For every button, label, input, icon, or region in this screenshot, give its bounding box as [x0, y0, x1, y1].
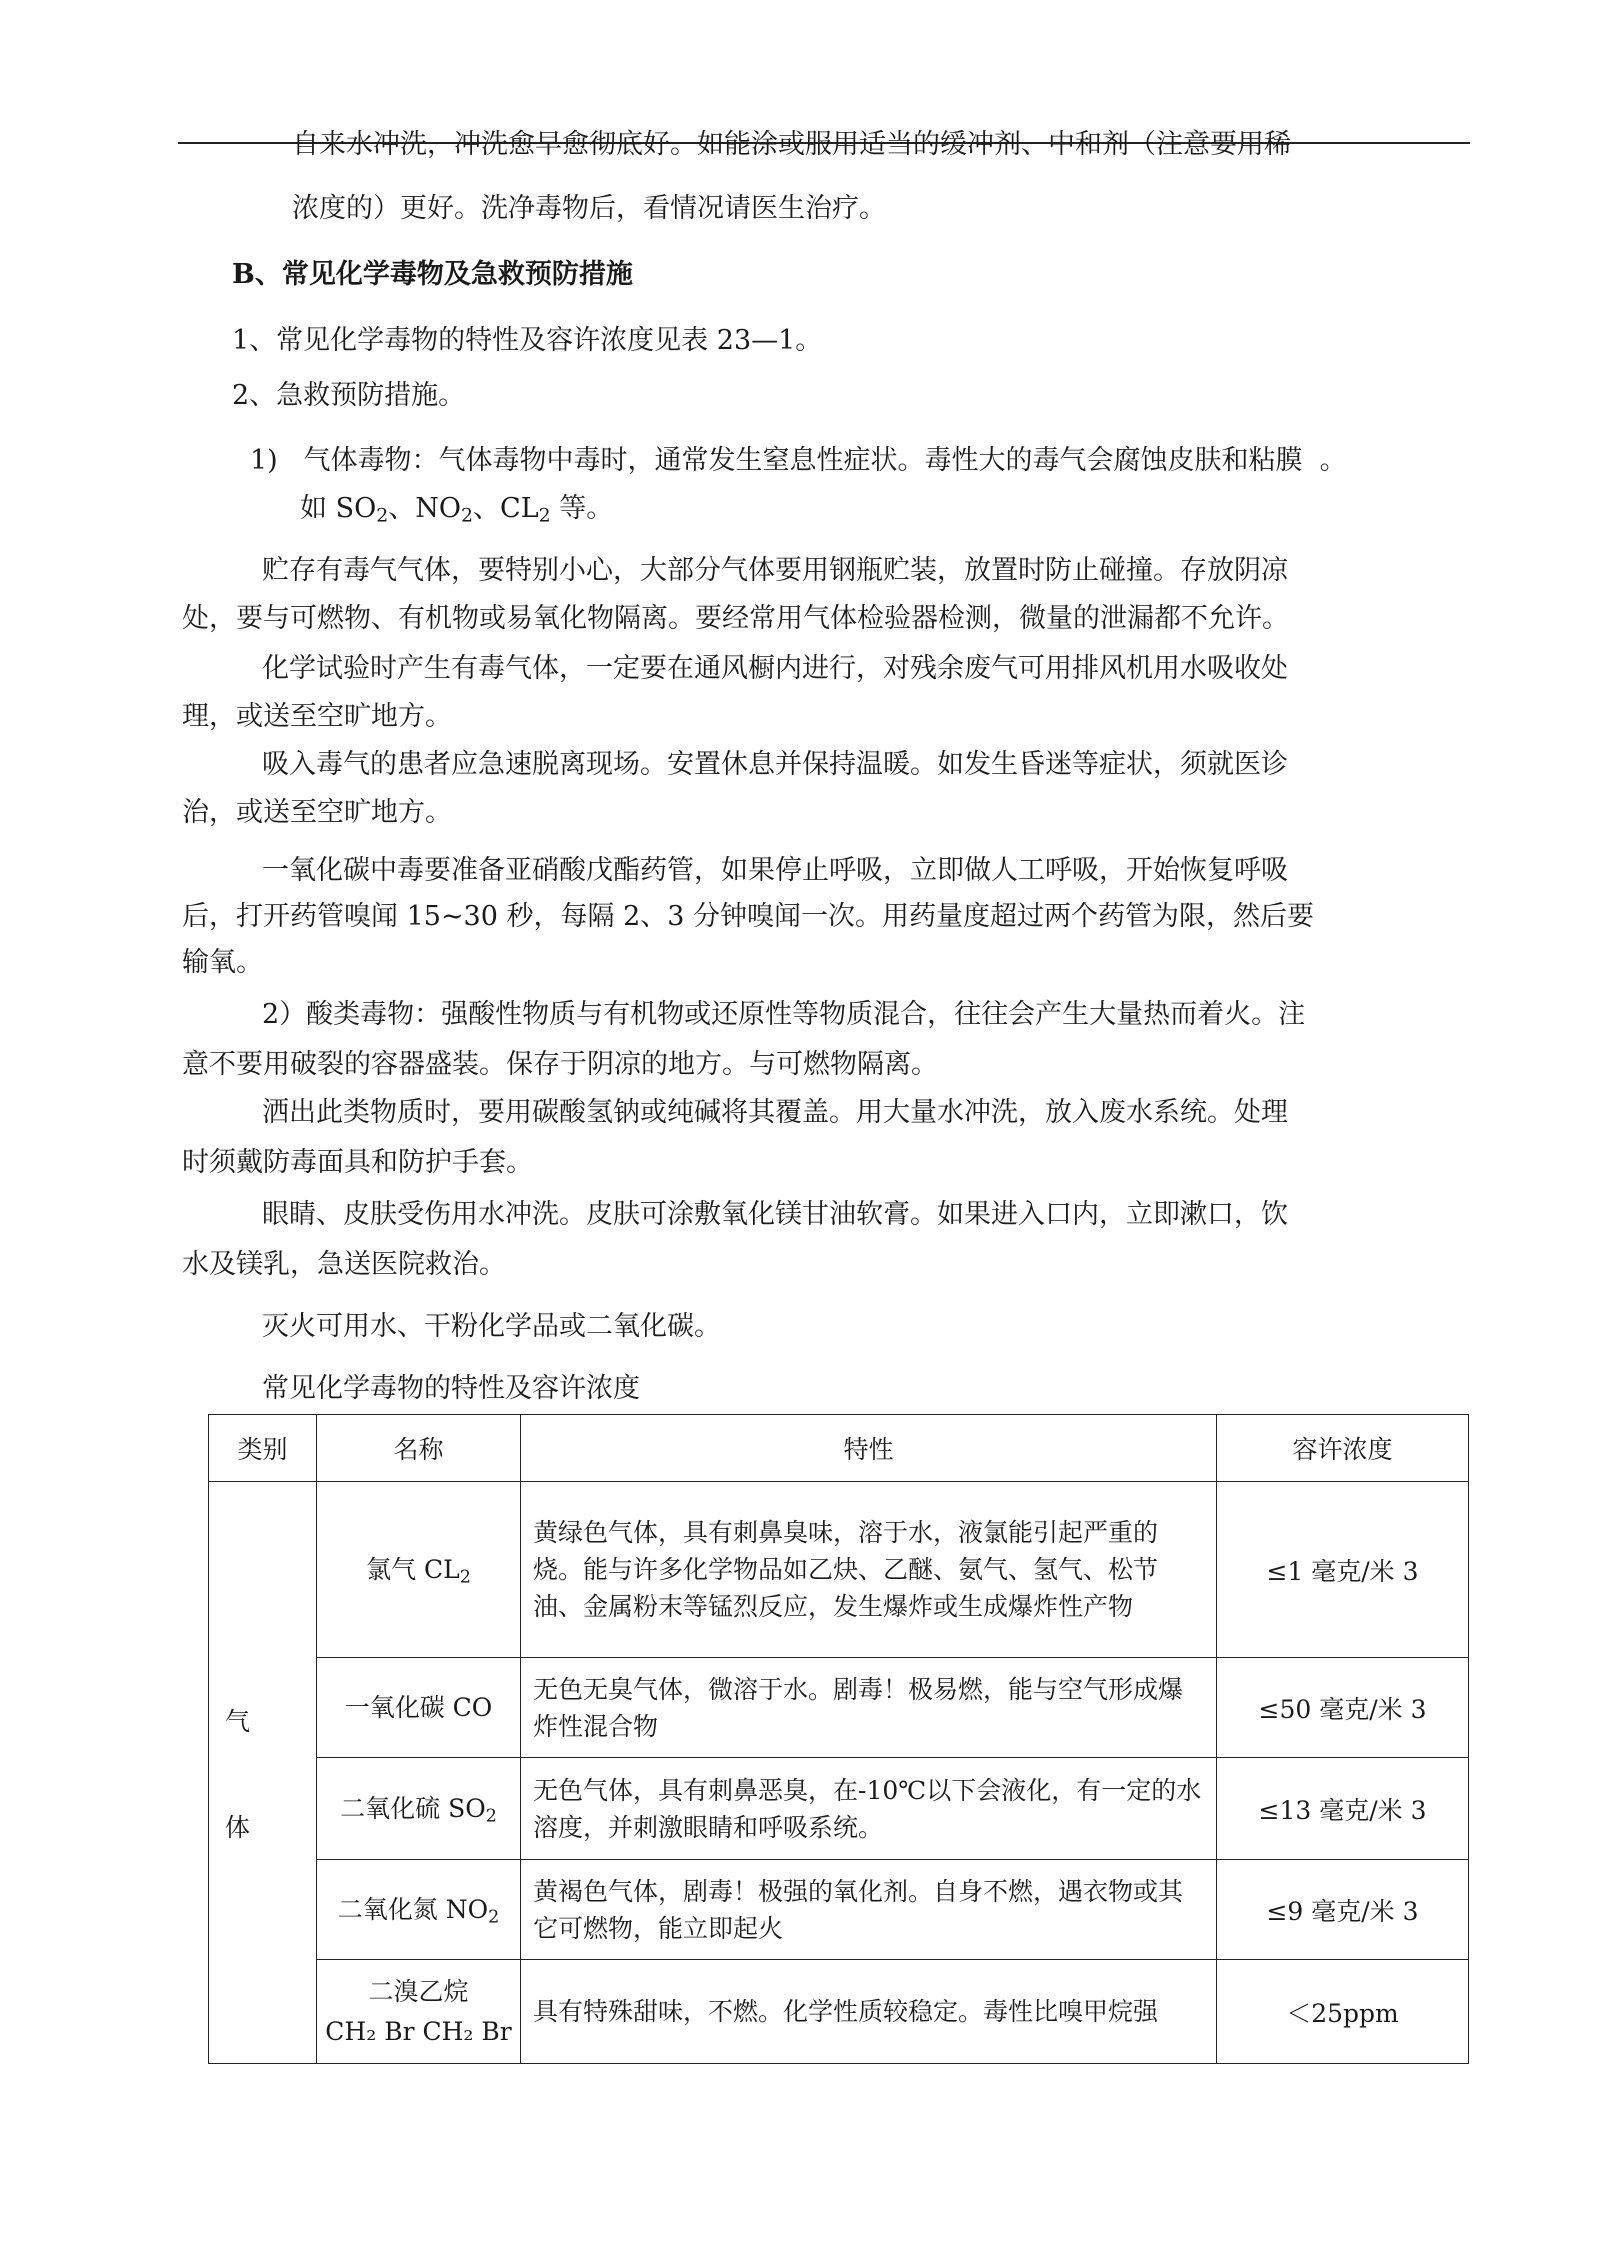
paragraph-line: 贮存有毒气气体，要特别小心，大部分气体要用钢瓶贮装，放置时防止碰撞。存放阴凉 — [262, 555, 1288, 586]
paragraph-line: 眼睛、皮肤受伤用水冲洗。皮肤可涂敷氧化镁甘油软膏。如果进入口内，立即漱口，饮 — [262, 1199, 1288, 1230]
paragraph-line: 水及镁乳，急送医院救治。 — [182, 1249, 506, 1280]
category-char: 体 — [224, 1812, 250, 1842]
category-cell — [209, 1482, 317, 2064]
header-category: 类别 — [209, 1415, 317, 1482]
paragraph-line: 灭火可用水、干粉化学品或二氧化碳。 — [262, 1311, 721, 1342]
table-row — [209, 1960, 1469, 2064]
property-cell: 黄绿色气体，具有刺鼻臭味，溶于水，液氯能引起严重的烧。能与许多化学物品如乙炔、乙醚、氨气、氢气、松节油、金属粉末等锰烈反应，发生爆炸或生成爆炸性产物 — [521, 1482, 1217, 1658]
limit-cell: ≤9 毫克/米 3 — [1217, 1860, 1469, 1960]
limit-cell: ≤1 毫克/米 3 — [1217, 1482, 1469, 1658]
paragraph-line: 输氧。 — [182, 947, 263, 978]
table-row — [209, 1758, 1469, 1860]
header-name: 名称 — [317, 1415, 521, 1482]
table-row — [209, 1482, 1469, 1658]
paragraph-line: 理，或送至空旷地方。 — [182, 701, 452, 732]
paragraph-line: 后，打开药管嗅闻 15~30 秒，每隔 2、3 分钟嗅闻一次。用药量度超过两个药管为限，然后要 — [182, 901, 1315, 932]
table-row — [209, 1860, 1469, 1960]
paragraph-line: 自来水冲洗，冲洗愈早愈彻底好。如能涂或服用适当的缓冲剂、中和剂（注意要用稀 — [292, 129, 1291, 160]
list-item: 1、常见化学毒物的特性及容许浓度见表 23—1。 — [232, 325, 823, 356]
name-cell: 氯气 $CL_2$ — [317, 1482, 521, 1658]
paragraph-line: 化学试验时产生有毒气体，一定要在通风橱内进行，对残余废气可用排风机用水吸收处 — [262, 653, 1288, 684]
table-header-row — [209, 1415, 1469, 1482]
name-cell: 一氧化碳 CO — [317, 1658, 521, 1758]
toxicant-table — [208, 1414, 1469, 2064]
paragraph-line: 治，或送至空旷地方。 — [182, 797, 452, 828]
list-item: 2、急救预防措施。 — [232, 380, 466, 411]
paragraph-line: 一氧化碳中毒要准备亚硝酸戊酯药管，如果停止呼吸，立即做人工呼吸，开始恢复呼吸 — [262, 855, 1288, 886]
paragraph-line: 洒出此类物质时，要用碳酸氢钠或纯碱将其覆盖。用大量水冲洗，放入废水系统。处理 — [262, 1097, 1288, 1128]
property-cell: 无色无臭气体，微溶于水。剧毒！极易燃，能与空气形成爆炸性混合物 — [521, 1658, 1217, 1758]
paragraph-line: 如 $SO_2$、$NO_2$、$CL_2$ 等。 — [300, 493, 614, 527]
header-limit: 容许浓度 — [1217, 1415, 1469, 1482]
header-property: 特性 — [521, 1415, 1217, 1482]
table-caption: 常见化学毒物的特性及容许浓度 — [262, 1373, 640, 1404]
limit-cell: ≤50 毫克/米 3 — [1217, 1658, 1469, 1758]
property-cell: 具有特殊甜味，不燃。化学性质较稳定。毒性比嗅甲烷强 — [521, 1960, 1217, 2064]
paragraph-line: 1) 气体毒物：气体毒物中毒时，通常发生窒息性症状。毒性大的毒气会腐蚀皮肤和粘膜 。 — [250, 445, 1347, 476]
paragraph-line: 吸入毒气的患者应急速脱离现场。安置休息并保持温暖。如发生昏迷等症状，须就医诊 — [262, 749, 1288, 780]
section-heading: B、常见化学毒物及急救预防措施 — [232, 259, 633, 290]
table-row — [209, 1658, 1469, 1758]
name-cell: 二溴乙烷 CH₂ Br CH₂ Br — [317, 1960, 521, 2064]
paragraph-line: 浓度的）更好。洗净毒物后，看情况请医生治疗。 — [292, 193, 886, 224]
paragraph-line: 时须戴防毒面具和防护手套。 — [182, 1147, 533, 1178]
paragraph-line: 2）酸类毒物：强酸性物质与有机物或还原性等物质混合，往往会产生大量热而着火。注 — [262, 999, 1306, 1030]
category-char: 气 — [224, 1706, 250, 1736]
limit-cell: ＜25ppm — [1217, 1960, 1469, 2064]
name-cell: 二氧化氮 $NO_2$ — [317, 1860, 521, 1960]
paragraph-line: 处，要与可燃物、有机物或易氧化物隔离。要经常用气体检验器检测，微量的泄漏都不允许。 — [182, 603, 1289, 634]
property-cell: 无色气体，具有刺鼻恶臭，在-10℃以下会液化，有一定的水溶度，并刺激眼睛和呼吸系统。 — [521, 1758, 1217, 1860]
paragraph-line: 意不要用破裂的容器盛装。保存于阴凉的地方。与可燃物隔离。 — [182, 1049, 938, 1080]
name-cell: 二氧化硫 $SO_2$ — [317, 1758, 521, 1860]
limit-cell: ≤13 毫克/米 3 — [1217, 1758, 1469, 1860]
property-cell: 黄褐色气体，剧毒！极强的氧化剂。自身不燃，遇衣物或其它可燃物，能立即起火 — [521, 1860, 1217, 1960]
